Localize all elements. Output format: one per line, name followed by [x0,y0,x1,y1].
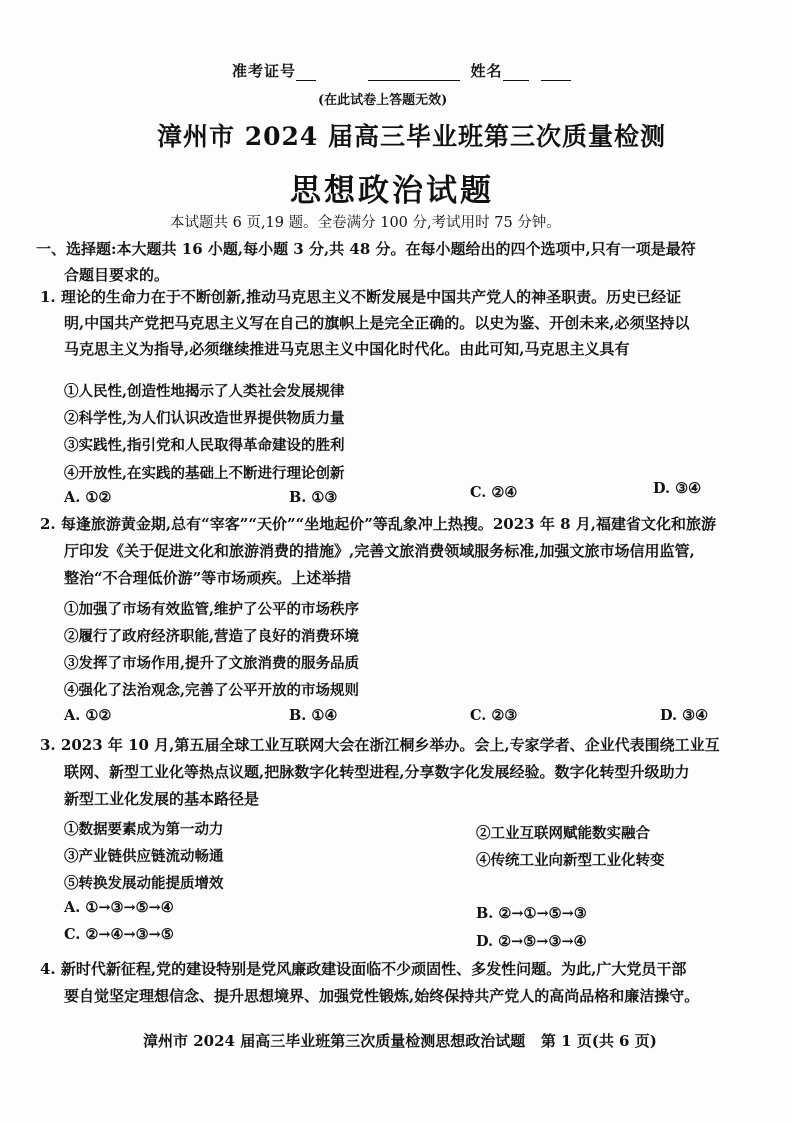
name-blank [503,66,529,81]
q3-item-3: ③产业链供应链流动畅通 [64,848,224,865]
exam-info: 本试题共 6 页,19 题。全卷满分 100 分,考试用时 75 分钟。 [170,215,561,231]
q2-item-2: ②履行了政府经济职能,营造了良好的消费环境 [64,628,360,645]
q1-option-a[interactable]: A. ①② [64,489,112,506]
q3-option-a[interactable]: A. ①→③→⑤→④ [64,899,174,916]
q1-stem-line1: 1. 理论的生命力在于不断创新,推动马克思主义不断发展是中国共产党人的神圣职责。历史已经证 [40,288,682,306]
q4-stem-line2: 要自觉坚定理想信念、提升思想境界、加强党性锻炼,始终保持共产党人的高尚品格和廉洁操守。 [64,987,700,1005]
q3-option-d[interactable]: D. ②→⑤→③→④ [476,933,587,950]
q3-stem-line2: 联网、新型工业化等热点议题,把脉数字化转型进程,分享数字化发展经验。数字化转型升级助力 [64,763,690,781]
q2-option-b[interactable]: B. ①④ [289,707,338,724]
exam-id-row [232,60,571,81]
q1-item-3: ③实践性,指引党和人民取得革命建设的胜利 [64,437,345,454]
q2-stem-line3: 整治“不合理低价游”等市场顽疾。上述举措 [64,569,352,587]
q4-stem-line1: 4. 新时代新征程,党的建设特别是党风廉政建设面临不少顽固性、多发性问题。为此,广大党员干部 [40,960,687,978]
q2-option-c[interactable]: C. ②③ [470,707,518,724]
q2-option-d[interactable]: D. ③④ [660,707,709,724]
q1-option-b[interactable]: B. ①③ [289,489,338,506]
q1-item-4: ④开放性,在实践的基础上不断进行理论创新 [64,465,345,482]
q1-item-2: ②科学性,为人们认识改造世界提供物质力量 [64,410,345,427]
q1-option-d[interactable]: D. ③④ [653,480,702,497]
q1-item-1: ①人民性,创造性地揭示了人类社会发展规律 [64,383,345,400]
exam-title: 漳州市 2024 届高三毕业班第三次质量检测 [157,122,666,151]
q2-item-4: ④强化了法治观念,完善了公平开放的市场规则 [64,682,360,699]
q2-item-3: ③发挥了市场作用,提升了文旅消费的服务品质 [64,655,360,672]
q3-option-b[interactable]: B. ②→①→⑤→③ [476,905,587,922]
q3-item-1: ①数据要素成为第一动力 [64,821,224,838]
section-heading-line1: 一、选择题:本大题共 16 小题,每小题 3 分,共 48 分。在每小题给出的四个选项中,只有一项是最符 [36,240,696,258]
q3-item-2: ②工业互联网赋能数实融合 [476,825,650,842]
q2-stem-line1: 2. 每逢旅游黄金期,总有“宰客”“天价”“坐地起价”等乱象冲上热搜。2023 年 8 月,福建省文化和旅游 [40,515,716,533]
q3-stem-line3: 新型工业化发展的基本路径是 [64,790,260,808]
notice: (在此试卷上答题无效) [318,93,448,108]
name-label: 姓名 [470,62,503,80]
q2-option-a[interactable]: A. ①② [64,707,112,724]
name-blank-2 [541,66,571,81]
q1-stem-line3: 马克思主义为指导,必须继续推进马克思主义中国化时代化。由此可知,马克思主义具有 [64,340,630,358]
exam-id-label: 准考证号 [232,62,297,80]
exam-id-blank-2 [368,66,460,81]
section-heading-line2: 合题目要求的。 [64,266,170,284]
page-title: 思想政治试题 [290,173,494,209]
q2-item-1: ①加强了市场有效监管,维护了公平的市场秩序 [64,601,360,618]
q3-item-4: ④传统工业向新型工业化转变 [476,852,665,869]
q1-stem-line2: 明,中国共产党把马克思主义写在自己的旗帜上是完全正确的。以史为鉴、开创未来,必须坚持以 [64,314,690,332]
q2-stem-line2: 厅印发《关于促进文化和旅游消费的措施》,完善文旅消费领域服务标准,加强文旅市场信用监管, [64,542,695,560]
q3-item-5: ⑤转换发展动能提质增效 [64,875,224,892]
q3-stem-line1: 3. 2023 年 10 月,第五届全球工业互联网大会在浙江桐乡举办。会上,专家学者、企业代表围绕工业互 [40,736,720,754]
exam-id-blank [296,66,316,81]
q1-option-c[interactable]: C. ②④ [470,484,518,501]
q3-option-c[interactable]: C. ②→④→③→⑤ [64,926,174,943]
page-footer: 漳州市 2024 届高三毕业班第三次质量检测思想政治试题 第 1 页(共 6 页) [143,1032,657,1050]
